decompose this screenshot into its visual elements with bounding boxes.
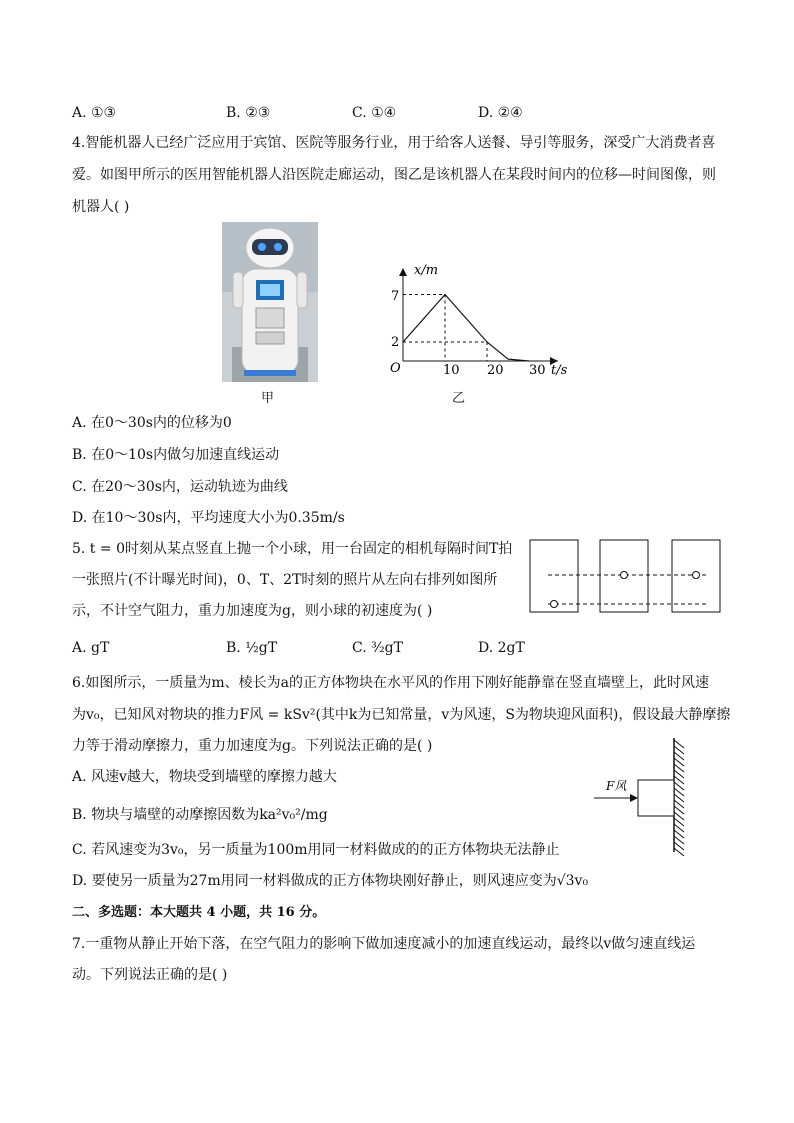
x-tick-10: 10: [443, 363, 460, 376]
option-d: D. ②④: [478, 105, 523, 121]
y-axis-arrow: [399, 268, 407, 276]
displacement-line: [403, 295, 529, 362]
question-6-option-b: B. 物块与墙壁的动摩擦因数为ka²v₀²/mg: [72, 807, 328, 823]
question-5-option-c: C. ³⁄₂gT: [352, 640, 403, 656]
question-5-line-3: 示，不计空气阻力，重力加速度为g，则小球的初速度为( ): [72, 603, 433, 619]
question-5-option-a: A. gT: [72, 640, 110, 656]
x-tick-20: 20: [487, 363, 504, 376]
robot-photo: [222, 222, 318, 382]
question-7-line-1: 7.一重物从静止开始下落，在空气阻力的影响下做加速度减小的加速直线运动，最终以v做匀速直线运: [72, 936, 696, 952]
x-axis-label: t/s: [551, 363, 568, 376]
question-5-line-2: 一张照片(不计曝光时间)，0、T、2T时刻的照片从左向右排列如图所: [72, 572, 498, 588]
question-4-line-3: 机器人( ): [72, 199, 130, 215]
section-heading: 二、多选题：本大题共 4 小题，共 16 分。: [72, 905, 326, 920]
question-6-line-2: 为v₀，已知风对物块的推力F风 = kSv²(其中k为已知常量，v为风速，S为物块迎风面积)，假设最大静摩擦: [72, 707, 731, 723]
question-5-option-b: B. ½gT: [226, 640, 278, 656]
question-4-option-a: A. 在0～30s内的位移为0: [72, 415, 232, 431]
question-6-line-1: 6.如图所示，一质量为m、棱长为a的正方体物块在水平风的作用下刚好能静靠在竖直墙壁上，此时风速: [72, 675, 709, 691]
question-4-line-2: 爱。如图甲所示的医用智能机器人沿医院走廊运动，图乙是该机器人在某段时间内的位移—时间图像，则: [72, 167, 716, 183]
question-6-line-3: 力等于滑动摩擦力，重力加速度为g。下列说法正确的是( ): [72, 738, 433, 754]
origin-label: O: [390, 361, 401, 376]
question-7-line-2: 动。下列说法正确的是( ): [72, 967, 228, 983]
wind-block-figure: [588, 736, 692, 856]
ball-0: [551, 601, 558, 608]
photo-frames-figure: [528, 538, 724, 616]
question-4-line-1: 4.智能机器人已经广泛应用于宾馆、医院等服务行业，用于给客人送餐、导引等服务，深受广大消费者喜: [72, 135, 716, 151]
question-6-option-d: D. 要使另一质量为27m用同一材料做成的正方体物块刚好静止，则风速应变为√3v₀: [72, 873, 589, 889]
option-a: A. ①③: [72, 105, 117, 121]
question-4-option-d: D. 在10～30s内，平均速度大小为0.35m/s: [72, 510, 345, 526]
x-tick-30: 30: [529, 363, 546, 376]
question-6-option-a: A. 风速v越大，物块受到墙壁的摩擦力越大: [72, 769, 337, 785]
block: [638, 780, 674, 816]
question-4-option-c: C. 在20～30s内，运动轨迹为曲线: [72, 479, 288, 495]
y-tick-7: 7: [391, 289, 400, 304]
figure-yi-caption: 乙: [452, 391, 466, 406]
y-axis-label: x/m: [414, 263, 439, 278]
ball-t: [621, 572, 628, 579]
question-6-option-c: C. 若风速变为3v₀，另一质量为100m用同一材料做成的的正方体物块无法静止: [72, 842, 560, 858]
question-5-line-1: 5. t = 0时刻从某点竖直上抛一个小球，用一台固定的相机每隔时间T拍: [72, 541, 513, 557]
y-tick-2: 2: [391, 335, 400, 350]
figure-jia-caption: 甲: [261, 391, 275, 406]
question-5-option-d: D. 2gT: [478, 640, 525, 656]
force-label: F风: [606, 779, 627, 793]
xt-graph: [388, 258, 578, 376]
option-b: B. ②③: [226, 105, 271, 121]
ball-2t: [693, 572, 700, 579]
option-c: C. ①④: [352, 105, 397, 121]
question-4-option-b: B. 在0～10s内做匀加速直线运动: [72, 447, 280, 463]
